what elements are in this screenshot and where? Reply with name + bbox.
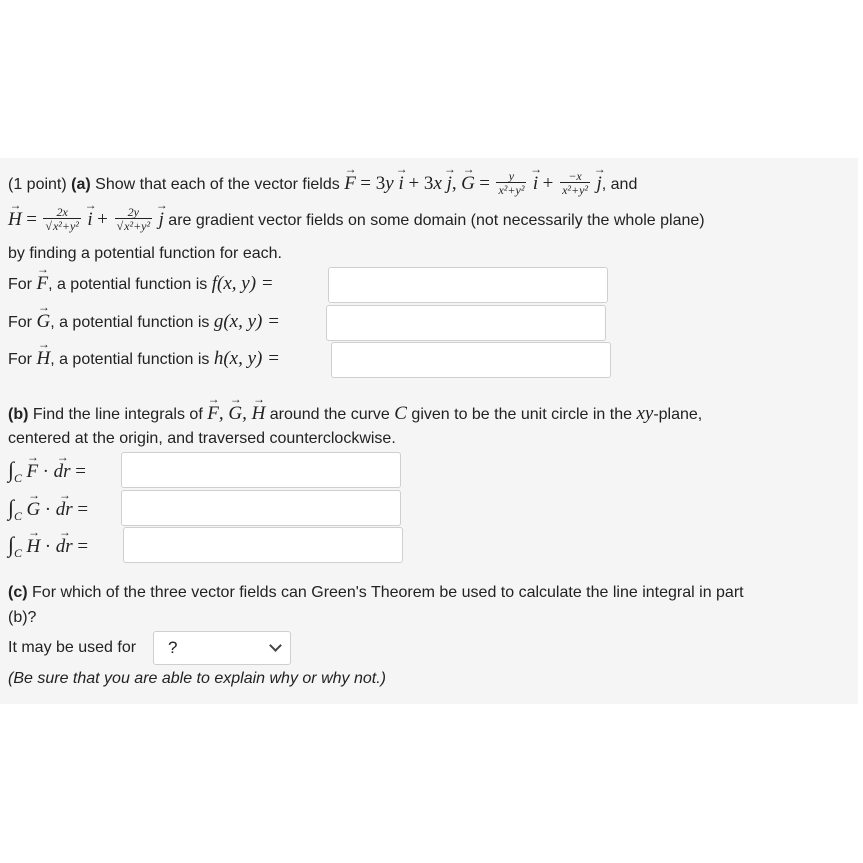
- and-text: , and: [601, 176, 638, 194]
- part-b-line-1: (b) Find the line integrals of → F, → G, → H around the curve C given to be the unit circle in the xy-plane,: [8, 404, 702, 425]
- unit-i: → i: [533, 174, 538, 194]
- select-value: ?: [168, 638, 178, 657]
- vector-H: → H: [8, 210, 22, 230]
- G-equals: =: [479, 173, 491, 195]
- part-a-label: (a): [71, 176, 91, 194]
- f-answer-input[interactable]: [328, 267, 608, 303]
- part-a-line-3: by finding a potential function for each.: [8, 245, 282, 262]
- part-c-line-2: (b)?: [8, 609, 37, 626]
- potential-G-row: For → G, a potential function is g(x, y) =: [8, 312, 280, 333]
- g-label: g(x, y) =: [213, 311, 280, 332]
- part-b-label: (b): [8, 406, 29, 423]
- points-label: (1 point): [8, 176, 67, 194]
- potential-H-row: For → H, a potential function is h(x, y) =: [8, 349, 280, 370]
- G-i-fraction: $\frac{y}{\text{x²+y²}}$: [498, 169, 525, 197]
- note-text: (Be sure that you are able to explain why or why not.): [8, 670, 386, 687]
- integral-H-input[interactable]: [123, 527, 403, 563]
- part-b-line-2: centered at the origin, and traversed counterclockwise.: [8, 430, 396, 447]
- h-answer-input[interactable]: [331, 342, 611, 378]
- integral-F-label: $\int_C \to F$ · → dr =: [8, 460, 86, 483]
- part-a-tail: are gradient vector fields on some domain (not necessarily the whole plane): [168, 212, 705, 230]
- H-j-fraction: $\frac{2y}{\text{√x²+y²}}$: [116, 205, 151, 233]
- f-label: f(x, y) =: [211, 273, 274, 294]
- g-answer-input[interactable]: [326, 305, 606, 341]
- vector-F: → F: [344, 174, 356, 194]
- used-for-label: It may be used for: [8, 639, 137, 656]
- vector-G: → G: [461, 174, 475, 194]
- part-c-label: (c): [8, 584, 28, 601]
- F-definition: = 3y → i + 3x → j,: [360, 173, 456, 194]
- h-label: h(x, y) =: [213, 348, 280, 369]
- H-equals: =: [26, 209, 37, 231]
- curve-C: C: [394, 403, 407, 424]
- chevron-down-icon: [269, 639, 282, 652]
- integral-F-input[interactable]: [121, 452, 401, 488]
- G-j-fraction: $\frac{-x}{\text{x²+y²}}$: [562, 169, 589, 197]
- integral-G-label: $\int_C \to G$ · → dr =: [8, 498, 88, 521]
- unit-j: → j: [596, 174, 601, 194]
- field-select[interactable]: [153, 631, 291, 665]
- potential-F-row: For → F, a potential function is f(x, y) =: [8, 274, 274, 295]
- H-i-fraction: $\frac{2x}{\text{√x²+y²}}$: [45, 205, 79, 233]
- part-a-intro: Show that each of the vector fields: [95, 176, 340, 194]
- part-a-line-2: → H = $\frac{2x}{\text{√x²+y²}}$ → i + $\frac{2y}{\text{√x²+y²}}$ → j are gradient vector fields on some domain (not necessarily the whole plane): [8, 208, 705, 234]
- integral-H-label: $\int_C \to H$ · → dr =: [8, 535, 88, 558]
- part-c-line-1: (c) For which of the three vector fields can Green's Theorem be used to calculate the line integral in part: [8, 584, 744, 601]
- part-a-line-1: (1 point) (a) Show that each of the vector fields → F = 3y → i + 3x → j, → G = $\frac{y}{\text{x²+y²}}$ → i + $\frac{-x}{\text{x²+y²}}$ → j, and: [8, 172, 637, 198]
- integral-G-input[interactable]: [121, 490, 401, 526]
